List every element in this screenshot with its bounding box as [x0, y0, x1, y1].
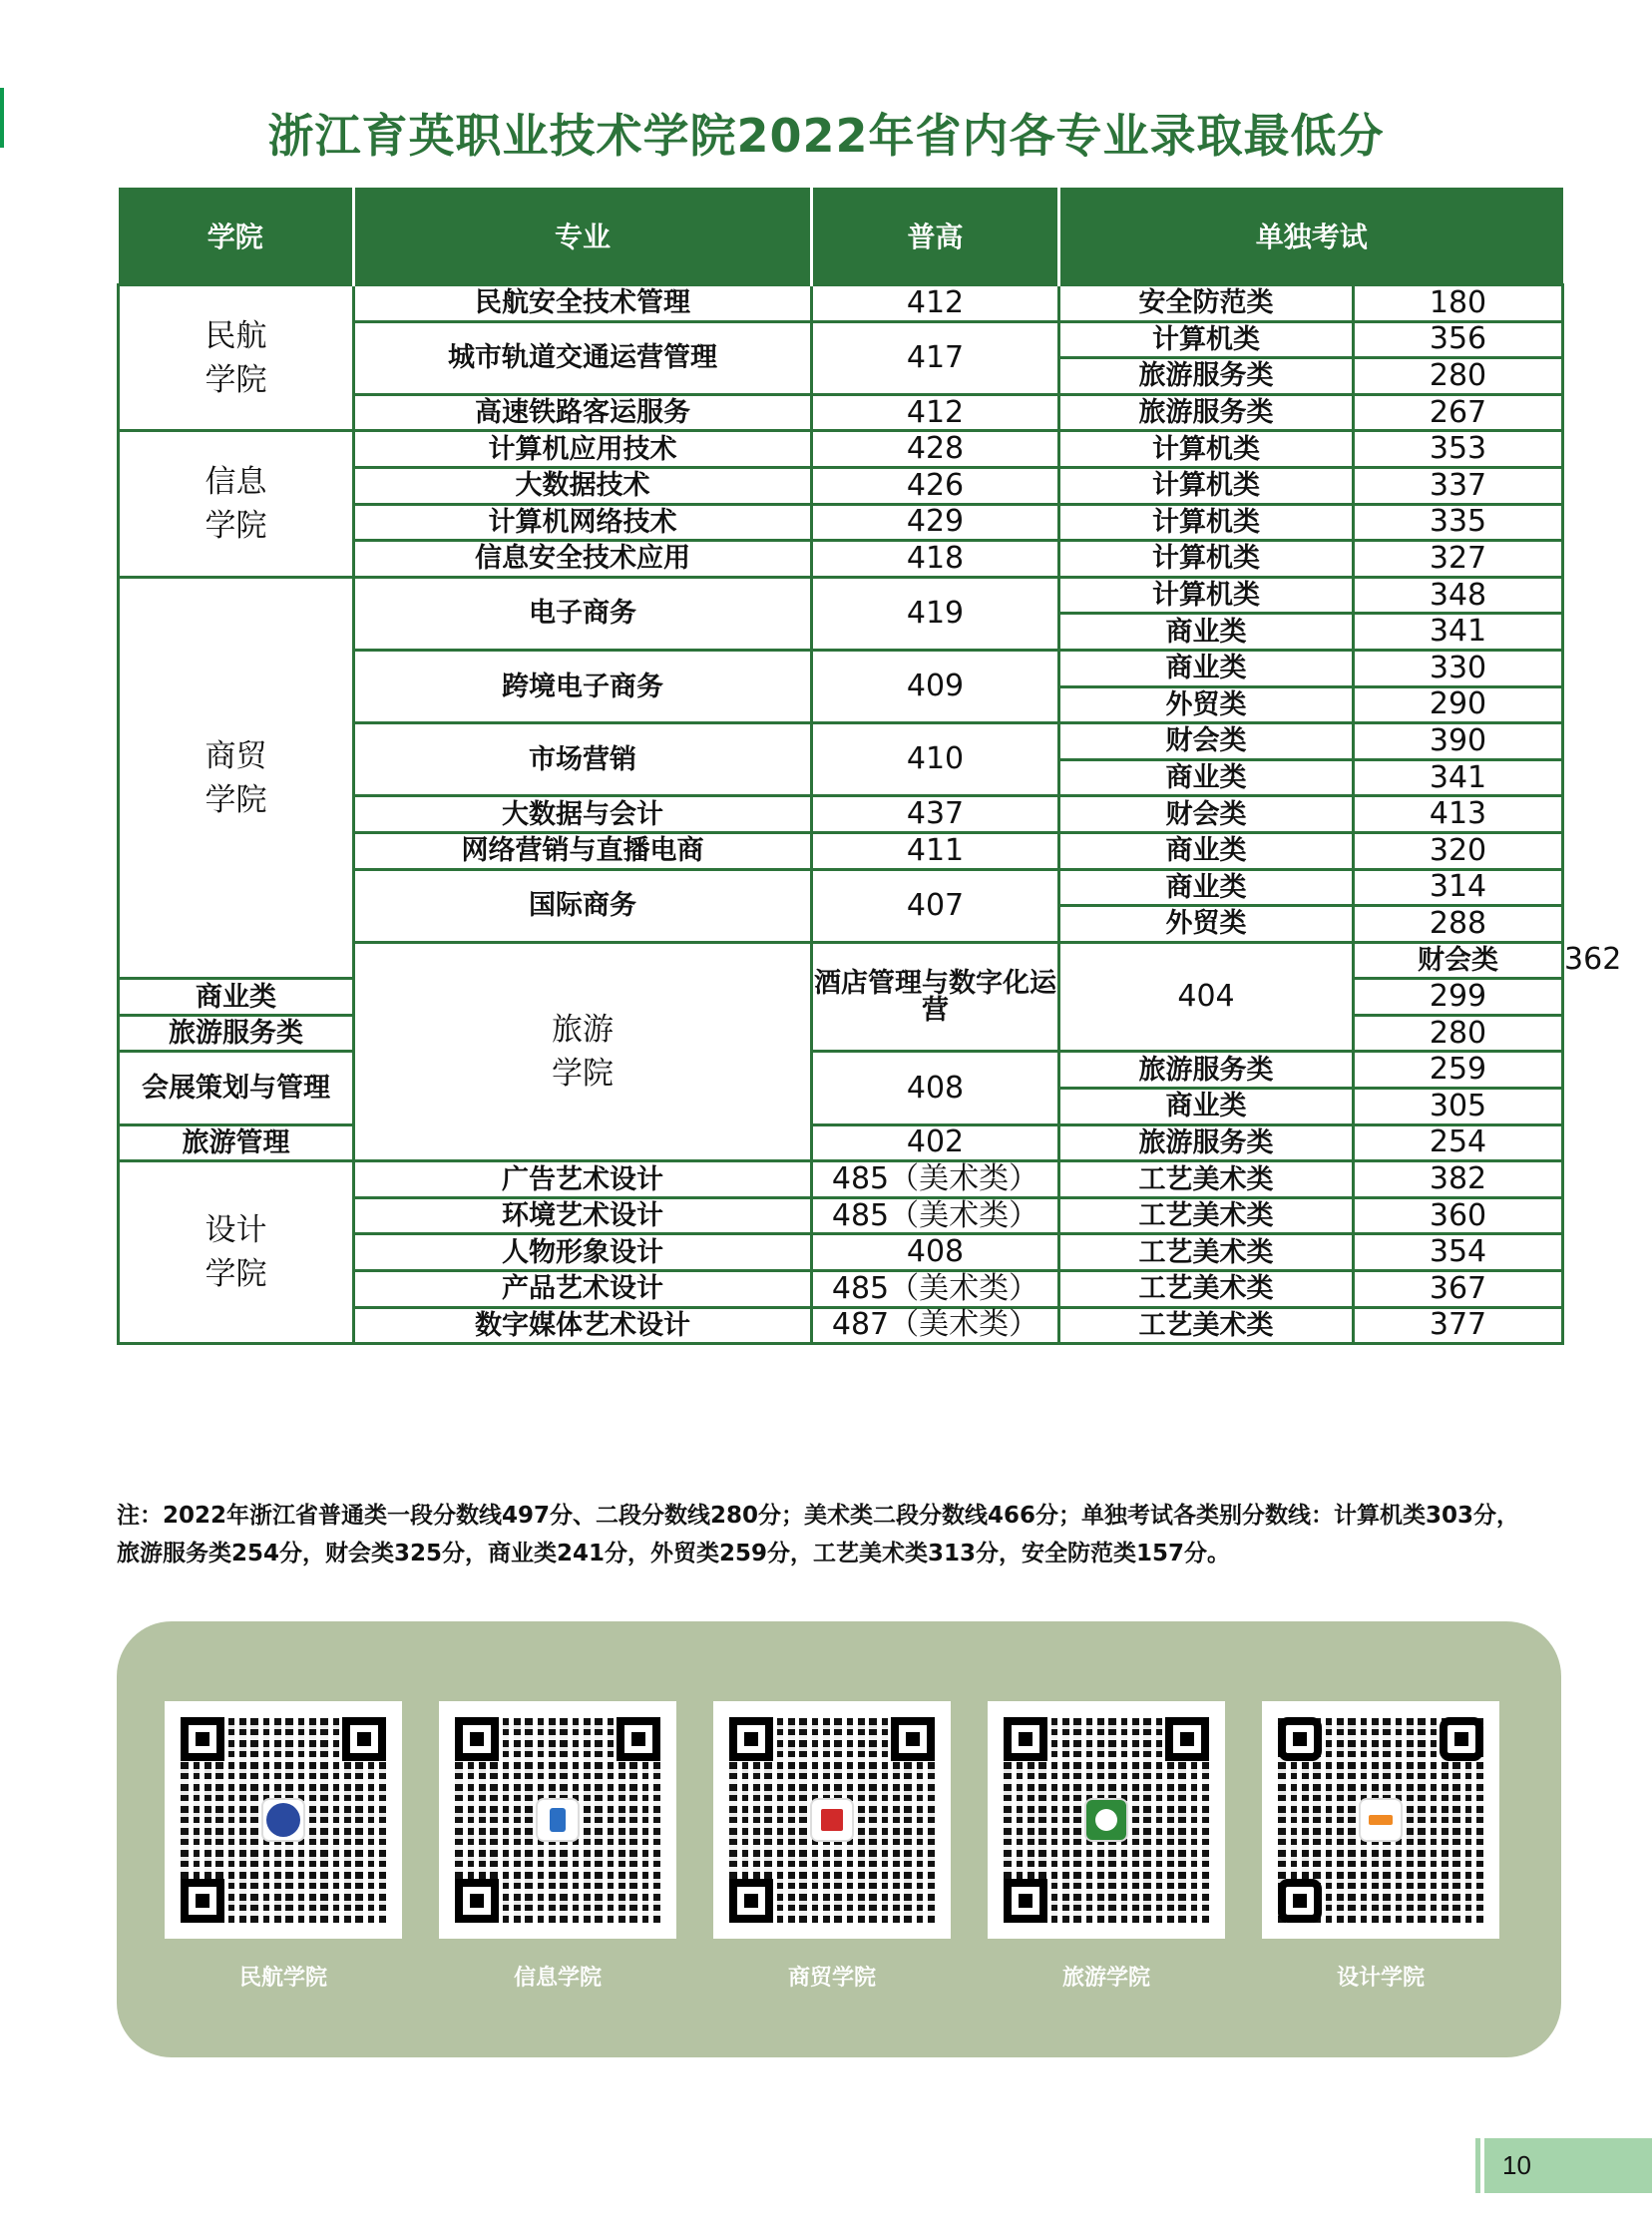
- exam-score-cell: 356: [1354, 321, 1563, 358]
- major-cell: 计算机网络技术: [354, 504, 812, 541]
- major-cell: 酒店管理与数字化运营: [812, 942, 1059, 1052]
- page-number: 10: [1502, 2150, 1531, 2180]
- globe-logo-icon: [261, 1798, 305, 1842]
- exam-score-cell: 180: [1354, 285, 1563, 322]
- major-cell: 产品艺术设计: [354, 1271, 812, 1308]
- design-college-logo-icon: [1359, 1798, 1403, 1842]
- exam-score-cell: 327: [1354, 541, 1563, 578]
- major-cell: 旅游管理: [119, 1124, 354, 1161]
- exam-category-cell: 外贸类: [1059, 686, 1354, 723]
- putong-score-cell: 485（美术类）: [812, 1271, 1059, 1308]
- exam-score-cell: 348: [1354, 577, 1563, 614]
- exam-category-cell: 财会类: [1059, 723, 1354, 760]
- qr-code-lvyou[interactable]: [988, 1701, 1225, 1939]
- qr-code-minhang[interactable]: [165, 1701, 402, 1939]
- qr-code-panel: [117, 1621, 1561, 2057]
- putong-score-cell: 411: [812, 832, 1059, 869]
- major-cell: 城市轨道交通运营管理: [354, 321, 812, 394]
- putong-score-cell: 408: [812, 1234, 1059, 1271]
- table-row: [119, 1161, 1563, 1198]
- exam-score-cell: 290: [1354, 686, 1563, 723]
- putong-score-cell: 419: [812, 577, 1059, 650]
- putong-score-cell: 437: [812, 796, 1059, 833]
- table-row: [119, 285, 1563, 322]
- exam-score-cell: 367: [1354, 1271, 1563, 1308]
- table-row: [119, 431, 1563, 468]
- exam-category-cell: 旅游服务类: [119, 1015, 354, 1052]
- exam-score-cell: 280: [1354, 358, 1563, 395]
- major-cell: 国际商务: [354, 869, 812, 942]
- major-cell: 电子商务: [354, 577, 812, 650]
- trade-college-logo-icon: [810, 1798, 854, 1842]
- major-cell: 人物形象设计: [354, 1234, 812, 1271]
- exam-score-cell: 267: [1354, 394, 1563, 431]
- table-row: [119, 1052, 1563, 1089]
- exam-category-cell: 旅游服务类: [1059, 358, 1354, 395]
- footnote: [117, 1497, 1573, 1572]
- exam-score-cell: 341: [1354, 614, 1563, 651]
- major-cell: 计算机应用技术: [354, 431, 812, 468]
- exam-category-cell: 商业类: [119, 979, 354, 1016]
- putong-score-cell: 408: [812, 1052, 1059, 1124]
- page-title: 浙江育英职业技术学院2022年省内各专业录取最低分: [267, 109, 1385, 163]
- table-row: 旅游 学院 酒店管理与数字化运营 404 财会类 362: [119, 942, 1563, 979]
- putong-score-cell: 429: [812, 504, 1059, 541]
- college-cell: 设计 学院: [119, 1161, 354, 1344]
- qr-code-icon: [181, 1717, 386, 1923]
- exam-category-cell: 旅游服务类: [1059, 1052, 1354, 1089]
- putong-score-cell: 418: [812, 541, 1059, 578]
- qr-code-shangmao[interactable]: [713, 1701, 951, 1939]
- putong-score-cell: 487（美术类）: [812, 1307, 1059, 1344]
- exam-category-cell: 商业类: [1059, 759, 1354, 796]
- exam-category-cell: 财会类: [1059, 796, 1354, 833]
- exam-category-cell: 计算机类: [1059, 577, 1354, 614]
- exam-score-cell: 354: [1354, 1234, 1563, 1271]
- putong-score-cell: 428: [812, 431, 1059, 468]
- exam-category-cell: 计算机类: [1059, 541, 1354, 578]
- exam-category-cell: 工艺美术类: [1059, 1161, 1354, 1198]
- exam-score-cell: 314: [1354, 869, 1563, 906]
- college-cell: 商贸 学院: [119, 577, 354, 979]
- header-major: 专业: [354, 188, 812, 285]
- table-row: [119, 577, 1563, 614]
- putong-score-cell: 426: [812, 467, 1059, 504]
- putong-score-cell: 409: [812, 650, 1059, 722]
- exam-category-cell: 商业类: [1059, 832, 1354, 869]
- exam-category-cell: 计算机类: [1059, 321, 1354, 358]
- putong-score-cell: 410: [812, 723, 1059, 796]
- exam-score-cell: 390: [1354, 723, 1563, 760]
- qr-code-icon: [455, 1717, 660, 1923]
- exam-score-cell: 382: [1354, 1161, 1563, 1198]
- putong-score-cell: 417: [812, 321, 1059, 394]
- exam-score-cell: 360: [1354, 1197, 1563, 1234]
- footnote-line-1: 注：2022年浙江省普通类一段分数线497分、二段分数线280分；美术类二段分数线466分；单独考试各类别分数线：计算机类303分，: [117, 1503, 1520, 1529]
- exam-score-cell: 353: [1354, 431, 1563, 468]
- exam-category-cell: 外贸类: [1059, 906, 1354, 943]
- exam-category-cell: 安全防范类: [1059, 285, 1354, 322]
- exam-category-cell: 计算机类: [1059, 467, 1354, 504]
- table-header-row: [119, 188, 1563, 285]
- putong-score-cell: 412: [812, 394, 1059, 431]
- qr-code-icon: [1278, 1717, 1483, 1923]
- qr-code-icon: [1004, 1717, 1209, 1923]
- exam-score-cell: 259: [1354, 1052, 1563, 1089]
- major-cell: 民航安全技术管理: [354, 285, 812, 322]
- qr-label: 商贸学院: [787, 1966, 876, 1991]
- major-cell: 市场营销: [354, 723, 812, 796]
- putong-score-cell: 485（美术类）: [812, 1197, 1059, 1234]
- exam-category-cell: 商业类: [1059, 614, 1354, 651]
- page-number-stripe: [1475, 2138, 1480, 2193]
- exam-score-cell: 341: [1354, 759, 1563, 796]
- major-cell: 广告艺术设计: [354, 1161, 812, 1198]
- exam-category-cell: 计算机类: [1059, 431, 1354, 468]
- footnote-line-2: 旅游服务类254分，财会类325分，商业类241分，外贸类259分，工艺美术类313分，安全防范类157分。: [117, 1541, 1231, 1567]
- exam-category-cell: 工艺美术类: [1059, 1271, 1354, 1308]
- putong-score-cell: 402: [812, 1124, 1059, 1161]
- exam-score-cell: 280: [1354, 1015, 1563, 1052]
- major-cell: 大数据技术: [354, 467, 812, 504]
- qr-label: 信息学院: [513, 1966, 602, 1991]
- college-cell: 民航 学院: [119, 285, 354, 431]
- college-cell: 旅游 学院: [354, 942, 812, 1161]
- header-putong: 普高: [812, 188, 1059, 285]
- major-cell: 数字媒体艺术设计: [354, 1307, 812, 1344]
- exam-score-cell: 377: [1354, 1307, 1563, 1344]
- exam-score-cell: 320: [1354, 832, 1563, 869]
- exam-score-cell: 335: [1354, 504, 1563, 541]
- exam-score-cell: 337: [1354, 467, 1563, 504]
- major-cell: 信息安全技术应用: [354, 541, 812, 578]
- header-college: 学院: [119, 188, 354, 285]
- page-number-bar: [1484, 2138, 1652, 2193]
- major-cell: 高速铁路客运服务: [354, 394, 812, 431]
- putong-score-cell: 407: [812, 869, 1059, 942]
- major-cell: 跨境电子商务: [354, 650, 812, 722]
- exam-score-cell: 305: [1354, 1089, 1563, 1125]
- exam-category-cell: 工艺美术类: [1059, 1307, 1354, 1344]
- header-independent-exam: 单独考试: [1059, 188, 1563, 285]
- qr-code-xinxi[interactable]: [439, 1701, 676, 1939]
- exam-category-cell: 财会类: [1354, 942, 1563, 979]
- college-cell: 信息 学院: [119, 431, 354, 577]
- qr-code-icon: [729, 1717, 935, 1923]
- exam-score-cell: 254: [1354, 1124, 1563, 1161]
- major-cell: 大数据与会计: [354, 796, 812, 833]
- major-cell: 环境艺术设计: [354, 1197, 812, 1234]
- qr-label: 设计学院: [1336, 1966, 1425, 1991]
- table-row: [119, 1124, 1563, 1161]
- exam-score-cell: 299: [1354, 979, 1563, 1016]
- info-college-logo-icon: [536, 1798, 580, 1842]
- exam-category-cell: 商业类: [1059, 650, 1354, 686]
- admission-scores-table: [117, 188, 1622, 1345]
- qr-label: 旅游学院: [1061, 1966, 1150, 1991]
- exam-category-cell: 计算机类: [1059, 504, 1354, 541]
- exam-category-cell: 旅游服务类: [1059, 394, 1354, 431]
- putong-score-cell: 412: [812, 285, 1059, 322]
- exam-category-cell: 工艺美术类: [1059, 1234, 1354, 1271]
- exam-score-cell: 288: [1354, 906, 1563, 943]
- putong-score-cell: 485（美术类）: [812, 1161, 1059, 1198]
- putong-score-cell: 404: [1059, 942, 1354, 1052]
- exam-category-cell: 工艺美术类: [1059, 1197, 1354, 1234]
- exam-category-cell: 商业类: [1059, 1089, 1354, 1125]
- qr-label: 民航学院: [238, 1966, 327, 1991]
- qr-code-sheji[interactable]: [1262, 1701, 1499, 1939]
- exam-category-cell: 旅游服务类: [1059, 1124, 1354, 1161]
- major-cell: 网络营销与直播电商: [354, 832, 812, 869]
- exam-category-cell: 商业类: [1059, 869, 1354, 906]
- exam-score-cell: 330: [1354, 650, 1563, 686]
- exam-score-cell: 413: [1354, 796, 1563, 833]
- tourism-college-logo-icon: [1084, 1798, 1128, 1842]
- major-cell: 会展策划与管理: [119, 1052, 354, 1124]
